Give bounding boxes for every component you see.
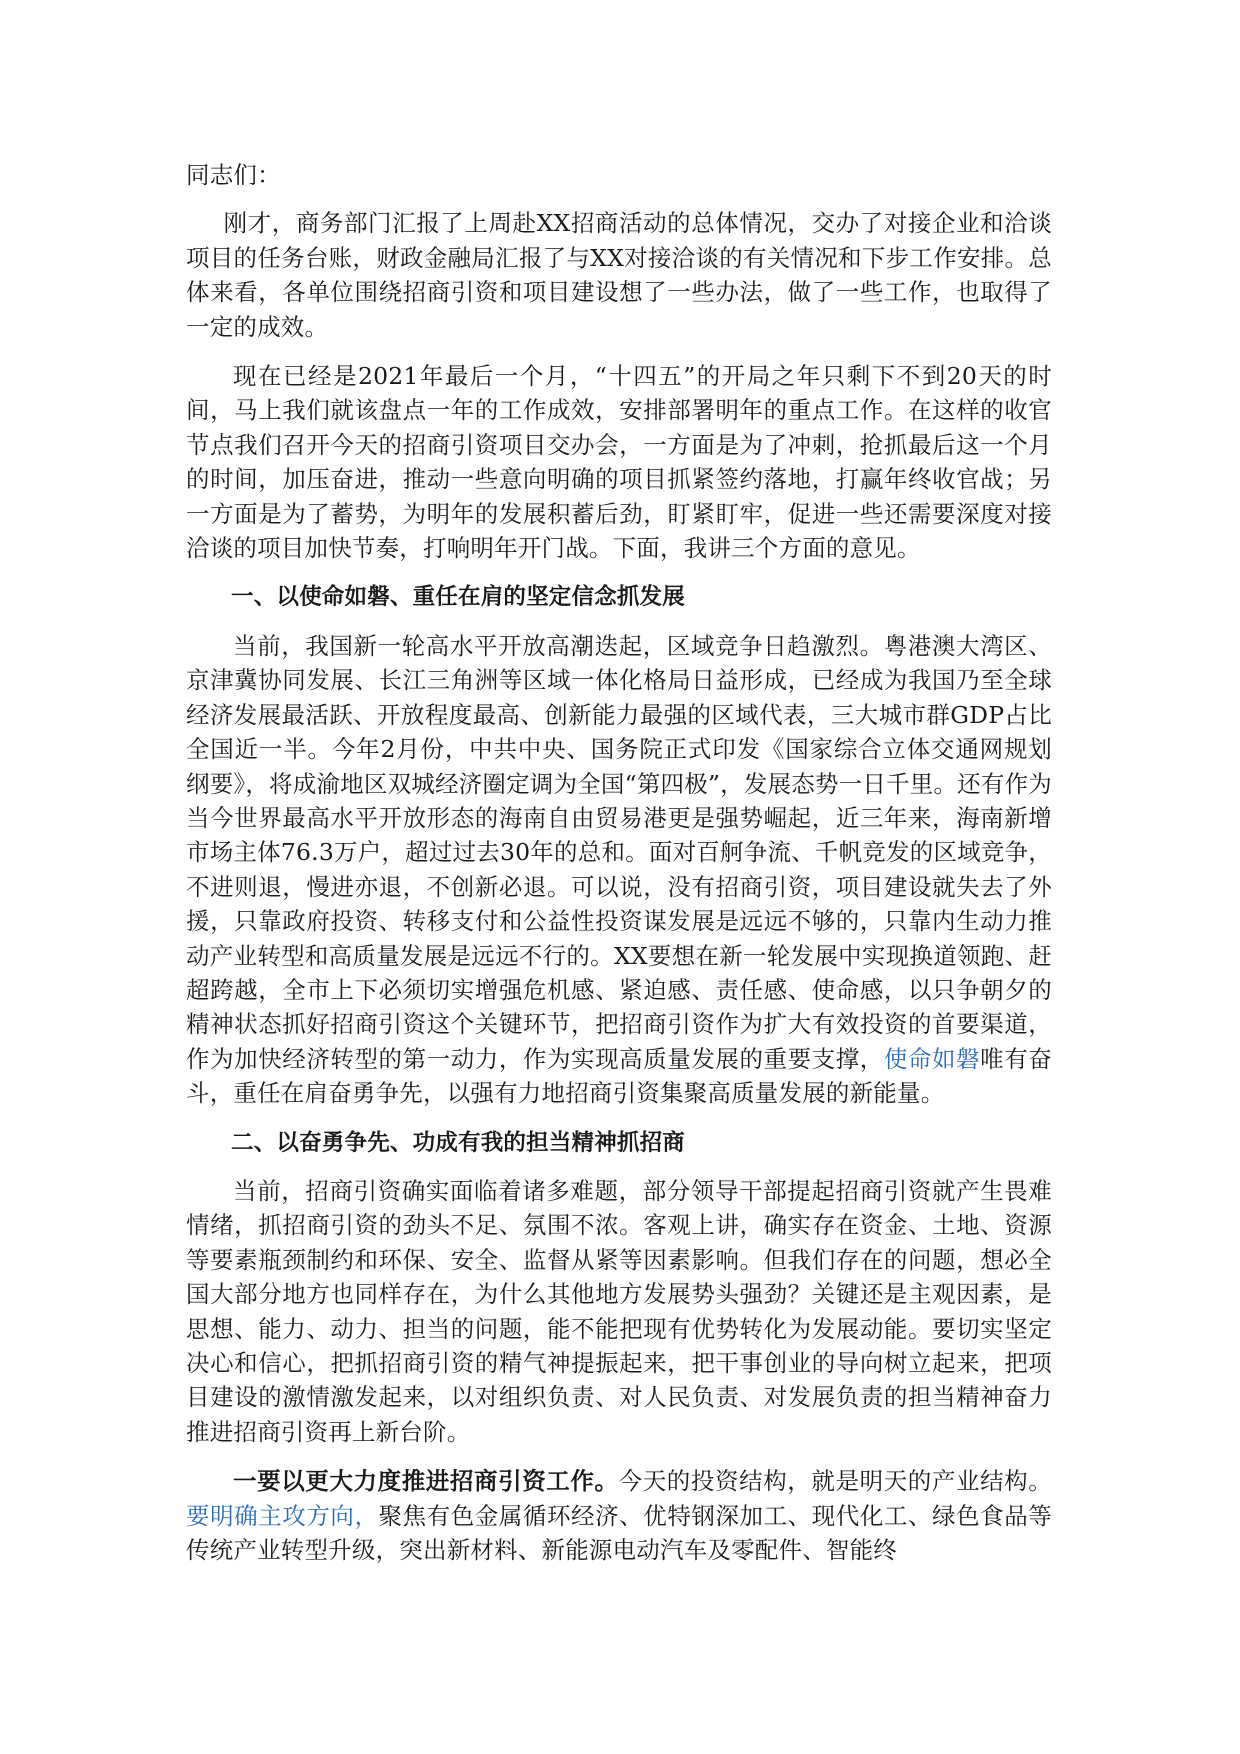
document-page [186, 158, 1052, 1582]
section-1-body [186, 629, 1052, 1111]
section-1-heading: 一、以使命如磐、重任在肩的坚定信念抓发展 [231, 584, 686, 611]
section-1-link[interactable]: 使命如磐 [883, 1044, 981, 1073]
salutation: 同志们： [186, 161, 281, 189]
section-2-body: 当前，招商引资确实面临着诸多难题，部分领导干部提起招商引资就产生畏难情绪，抓招商引资的劲头不足、氛围不浓。客观上讲，确实存在资金、土地、资源等要素瓶颈制约和环保、安全、监督从紧等因素影响。但我们存在的问题，想必全国大部分地方也同样存在，为什么其他地方发展势头强劲？关键还是主观因素，是思想、能力、动力、担当的问题，能不能把现有优势转化为发展动能。要切实坚定决心和信心，把抓招商引资的精气神提振起来，把干事创业的导向树立起来，把项目建设的激情激发起来，以对组织负责、对人民负责、对发展负责的担当精神奋力推进招商引资再上新台阶。 [186, 1176, 1052, 1446]
intro-paragraph: 刚才，商务部门汇报了上周赴XX招商活动的总体情况，交办了对接企业和洽谈项目的任务台账，财政金融局汇报了与XX对接洽谈的有关情况和下步工作安排。总体来看，各单位围绕招商引资和项目建设想了一些办法，做了一些工作，也取得了一定的成效。 [186, 209, 1052, 341]
point-1-text-end: 聚焦有色金属循环经济、优特钢深加工、现代化工、绿色食品等传统产业转型升级，突出新材料、新能源电动汽车及零配件、智能终 [186, 1501, 1052, 1565]
point-1-paragraph [186, 1464, 1052, 1567]
section-1-text: 当前，我国新一轮高水平开放高潮迭起，区域竞争日趋激烈。粤港澳大湾区、京津冀协同发展、长江三角洲等区域一体化格局日益形成，已经成为我国乃至全球经济发展最活跃、开放程度最高、创新能力最强的区域代表，三大城市群GDP占比全国近一半。今年2月份，中共中央、国务院正式印发《国家综合立体交通网规划纲要》，将成渝地区双城经济圈定调为全国“第四极”，发展态势一日千里。还有作为当今世界最高水平开放形态的海南自由贸易港更是强势崛起，近三年来，海南新增市场主体76.3万户，超过过去30年的总和。面对百舸争流、千帆竞发的区域竞争，不进则退，慢进亦退，不创新必退。可以说，没有招商引资，项目建设就失去了外援，只靠政府投资、转移支付和公益性投资谋发展是远远不够的，只靠内生动力推动产业转型和高质量发展是远远不行的。XX要想在新一轮发展中实现换道领跑、赶超跨越，全市上下必须切实增强危机感、紧迫感、责任感、使命感，以只争朝夕的精神状态抓好招商引资这个关键环节，把招商引资作为扩大有效投资的首要渠道，作为加快经济转型的第一动力，作为实现高质量发展的重要支撑， [186, 631, 1052, 1073]
context-paragraph: 现在已经是2021年最后一个月，“十四五”的开局之年只剩下不到20天的时间，马上我们就该盘点一年的工作成效，安排部署明年的重点工作。在这样的收官节点我们召开今天的招商引资项目交办会，一方面是为了冲刺，抢抓最后这一个月的时间，加压奋进，推动一些意向明确的项目抓紧签约落地，打赢年终收官战；另一方面是为了蓄势，为明年的发展积蓄后劲，盯紧盯牢，促进一些还需要深度对接洽谈的项目加快节奏，打响明年开门战。下面，我讲三个方面的意见。 [186, 362, 1052, 563]
section-2-heading: 二、以奋勇争先、功成有我的担当精神抓招商 [231, 1129, 686, 1156]
section-1-text-end: 唯有奋斗，重任在肩奋勇争先，以强有力地招商引资集聚高质量发展的新能量。 [186, 1044, 1052, 1108]
point-1-lead: 一要以更大力度推进招商引资工作。 [233, 1467, 619, 1496]
point-1-link[interactable]: 要明确主攻方向， [186, 1501, 379, 1530]
point-1-text: 今天的投资结构，就是明天的产业结构。 [618, 1467, 1052, 1496]
